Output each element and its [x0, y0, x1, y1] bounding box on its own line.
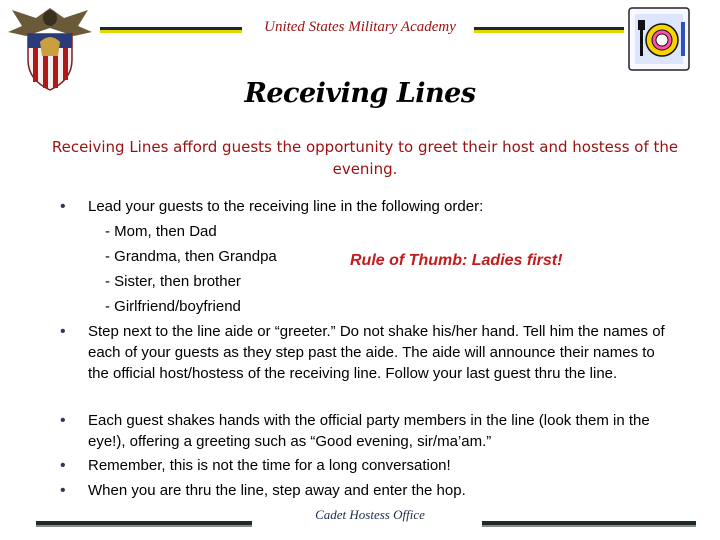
- rule-of-thumb: Rule of Thumb: Ladies first!: [350, 252, 563, 269]
- bullet-dot-icon: •: [60, 198, 66, 215]
- bullet-dot-icon: •: [60, 412, 66, 429]
- page-title: Receiving Lines: [244, 78, 476, 109]
- footer-line-left: [36, 521, 252, 525]
- order-item: - Girlfriend/boyfriend: [105, 298, 241, 315]
- header-line-right: [474, 27, 624, 33]
- footer-line-right: [482, 521, 696, 525]
- bullet-dot-icon: •: [60, 323, 66, 340]
- order-item: - Sister, then brother: [105, 273, 241, 290]
- academy-name: United States Military Academy: [264, 19, 456, 35]
- order-item: - Mom, then Dad: [105, 223, 217, 240]
- order-item: - Grandma, then Grandpa: [105, 248, 277, 265]
- bullet-dot-icon: •: [60, 457, 66, 474]
- subtitle: Receiving Lines afford guests the opportunity to greet their host and hostess of the evening.: [51, 138, 679, 178]
- footer-office: Cadet Hostess Office: [315, 507, 425, 522]
- header-line-left: [100, 27, 242, 33]
- bullet-dot-icon: •: [60, 482, 66, 499]
- place-setting-icon: [626, 4, 692, 74]
